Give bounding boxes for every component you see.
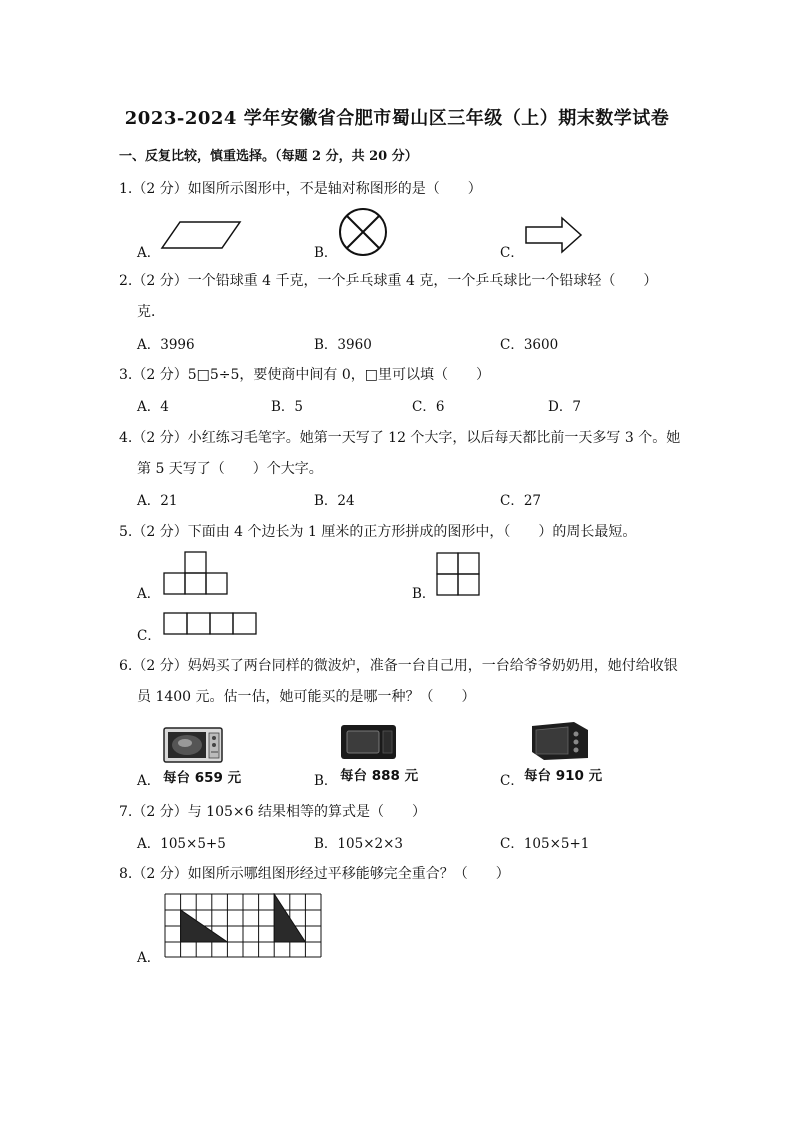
- question-6: 6.（2 分）妈妈买了两台同样的微波炉，准备一台自己用，一台给爷爷奶奶用，她付给收银: [119, 658, 678, 674]
- page-title: 2023-2024 学年安徽省合肥市蜀山区三年级（上）期末数学试卷: [124, 108, 670, 129]
- question-4-cont: 第 5 天写了（ ）个大字。: [137, 461, 323, 477]
- circle-cross-figure: [337, 206, 389, 258]
- q1-option-b[interactable]: B．: [314, 245, 338, 261]
- q3-option-d[interactable]: D．7: [548, 399, 581, 415]
- q1-option-a[interactable]: A．: [137, 245, 161, 261]
- q7-option-c[interactable]: C．105×5+1: [500, 836, 590, 852]
- q4-option-b[interactable]: B．24: [314, 493, 355, 509]
- q3-option-c[interactable]: C．6: [412, 399, 445, 415]
- question-1: 1.（2 分）如图所示图形中，不是轴对称图形的是（ ）: [119, 181, 482, 197]
- q6-option-a[interactable]: A．: [137, 773, 161, 789]
- q2-option-c[interactable]: C．3600: [500, 337, 559, 353]
- oven-c-image: [528, 718, 592, 762]
- q5-option-c[interactable]: C．: [137, 628, 161, 644]
- question-7: 7.（2 分）与 105×6 结果相等的算式是（ ）: [119, 804, 426, 820]
- price-label-b: 每台 888 元: [340, 768, 419, 784]
- q8-option-a[interactable]: A．: [137, 950, 161, 966]
- q6-option-c[interactable]: C．: [500, 773, 524, 789]
- q6-option-b[interactable]: B．: [314, 773, 338, 789]
- q4-option-a[interactable]: A．21: [137, 493, 178, 509]
- parallelogram-figure: [160, 219, 242, 251]
- square-shape-c: [163, 612, 257, 636]
- price-label-a: 每台 659 元: [163, 770, 242, 786]
- q3-option-a[interactable]: A．4: [137, 399, 169, 415]
- q3-option-b[interactable]: B．5: [271, 399, 304, 415]
- microwave-a-image: [163, 726, 225, 766]
- square-shape-b: [436, 552, 480, 596]
- q2-option-b[interactable]: B．3960: [314, 337, 372, 353]
- question-2: 2.（2 分）一个铅球重 4 千克，一个乒乓球重 4 克，一个乒乓球比一个铅球轻（ ）: [119, 273, 658, 289]
- question-3: 3.（2 分）5□5÷5，要使商中间有 0，□里可以填（ ）: [119, 367, 490, 383]
- square-shape-a: [163, 551, 229, 595]
- q5-option-a[interactable]: A．: [137, 586, 161, 602]
- q5-option-b[interactable]: B．: [412, 586, 436, 602]
- q7-option-b[interactable]: B．105×2×3: [314, 836, 403, 852]
- microwave-b-image: [340, 723, 398, 763]
- arrow-figure: [524, 216, 584, 254]
- question-2-cont: 克．: [137, 304, 165, 320]
- translation-grid: [164, 893, 324, 959]
- question-6-cont: 员 1400 元。估一估，她可能买的是哪一种？（ ）: [137, 689, 476, 705]
- question-8: 8.（2 分）如图所示哪组图形经过平移能够完全重合？（ ）: [119, 866, 510, 882]
- question-5: 5.（2 分）下面由 4 个边长为 1 厘米的正方形拼成的图形中，（ ）的周长最短。: [119, 524, 637, 540]
- question-4: 4.（2 分）小红练习毛笔字。她第一天写了 12 个大字，以后每天都比前一天多写 3 个。她: [119, 430, 681, 446]
- q7-option-a[interactable]: A．105×5+5: [137, 836, 226, 852]
- q2-option-a[interactable]: A．3996: [137, 337, 195, 353]
- section-heading: 一、反复比较，慎重选择。（每题 2 分，共 20 分）: [119, 149, 418, 164]
- price-label-c: 每台 910 元: [524, 768, 603, 784]
- q4-option-c[interactable]: C．27: [500, 493, 542, 509]
- q1-option-c[interactable]: C．: [500, 245, 524, 261]
